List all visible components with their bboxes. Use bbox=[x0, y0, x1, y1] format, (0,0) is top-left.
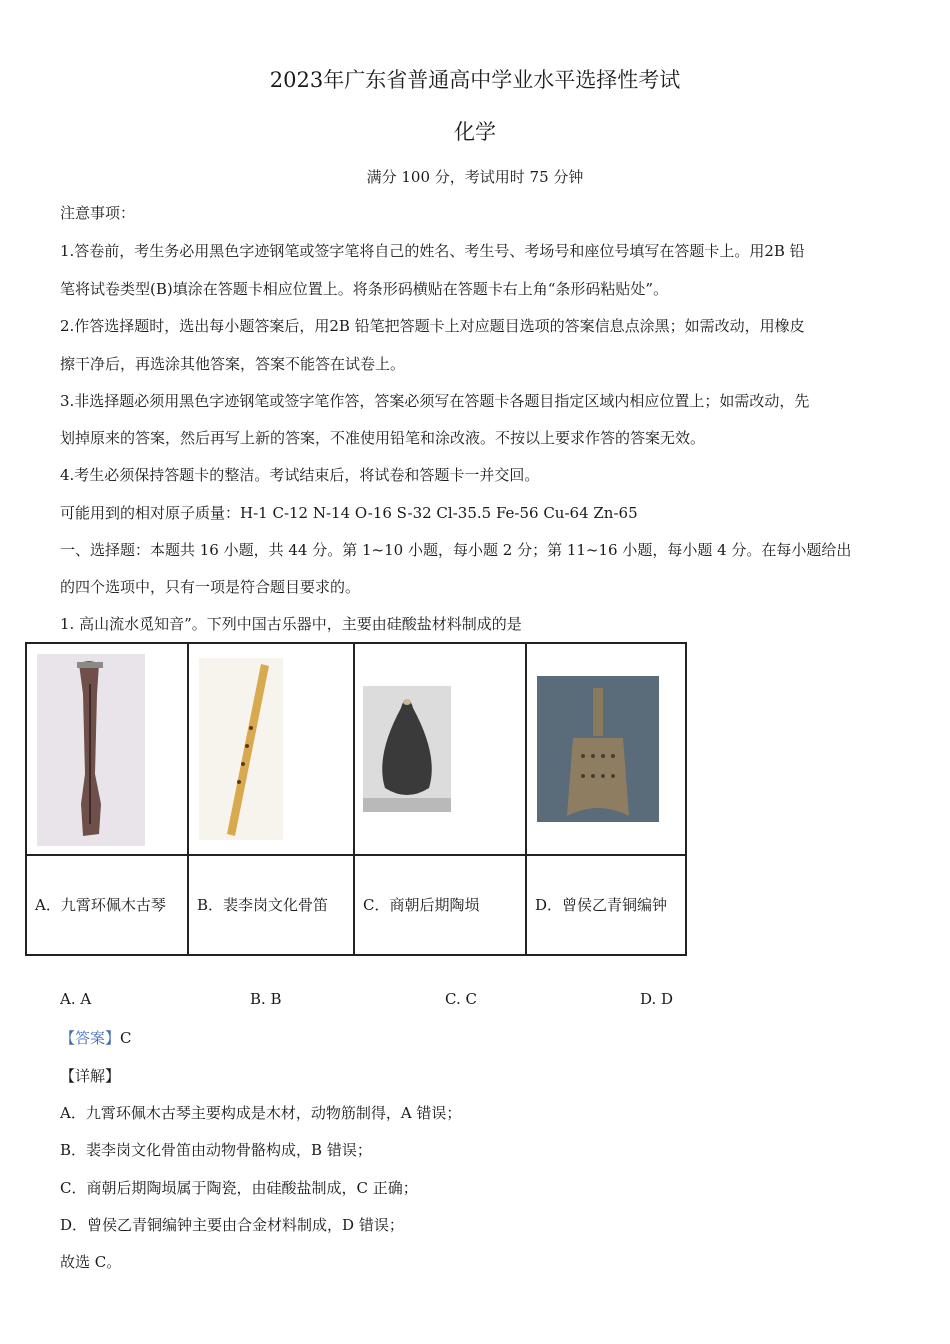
detail-line: 故选 C。 bbox=[60, 1253, 122, 1271]
label-b: B．裴李岗文化骨笛 bbox=[188, 855, 354, 955]
label-c: C．商朝后期陶埙 bbox=[354, 855, 526, 955]
bone-flute-image bbox=[199, 658, 283, 840]
cell-bone-flute bbox=[188, 643, 354, 855]
detail-heading: 【详解】 bbox=[60, 1067, 121, 1085]
question-1: 1. 高山流水觅知音”。下列中国古乐器中，主要由硅酸盐材料制成的是 bbox=[60, 615, 522, 633]
atomic-mass-line: 可能用到的相对原子质量：H-1 C-12 N-14 O-16 S-32 Cl-35.5 Fe-56 Cu-64 Zn-65 bbox=[60, 504, 638, 522]
detail-line: B．裴李岗文化骨笛由动物骨骼构成，B 错误； bbox=[60, 1141, 372, 1159]
notice-line: 擦干净后，再选涂其他答案，答案不能答在试卷上。 bbox=[60, 355, 406, 373]
option-a: A. A bbox=[60, 990, 92, 1008]
notice-line: 1.答卷前，考生务必用黑色字迹钢笔或签字笔将自己的姓名、考生号、考场号和座位号填写在答题卡上。用2B 铅 bbox=[60, 242, 805, 260]
answer-tag: 【答案】 bbox=[60, 1029, 121, 1047]
notice-line: 笔将试卷类型(B)填涂在答题卡相应位置上。将条形码横贴在答题卡右上角“条形码粘贴处”。 bbox=[60, 280, 669, 298]
label-d: D．曾侯乙青铜编钟 bbox=[526, 855, 686, 955]
subject-title: 化学 bbox=[454, 120, 496, 144]
bianzhong-image bbox=[537, 676, 659, 822]
notice-line: 3.非选择题必须用黑色字迹钢笔或签字笔作答，答案必须写在答题卡各题目指定区域内相应位置上；如需改动，先 bbox=[60, 392, 810, 410]
detail-line: D．曾侯乙青铜编钟主要由合金材料制成，D 错误； bbox=[60, 1216, 404, 1234]
guqin-image bbox=[37, 654, 145, 846]
xun-image bbox=[363, 686, 451, 812]
score-line: 满分 100 分，考试用时 75 分钟 bbox=[366, 168, 584, 186]
notice-line: 2.作答选择题时，选出每小题答案后，用2B 铅笔把答题卡上对应题目选项的答案信息点涂黑；如需改动，用橡皮 bbox=[60, 317, 805, 335]
answer-value: C bbox=[120, 1029, 132, 1047]
answer-line bbox=[60, 1028, 900, 1048]
exam-title: 2023年广东省普通高中学业水平选择性考试 bbox=[269, 68, 681, 92]
notice-line: 4.考生必须保持答题卡的整洁。考试结束后，将试卷和答题卡一并交回。 bbox=[60, 466, 540, 484]
notice-heading: 注意事项： bbox=[60, 204, 136, 222]
cell-xun bbox=[354, 643, 526, 855]
cell-bianzhong bbox=[526, 643, 686, 855]
option-b: B. B bbox=[250, 990, 282, 1008]
instrument-table bbox=[25, 642, 687, 956]
section-line: 的四个选项中，只有一项是符合题目要求的。 bbox=[60, 578, 361, 596]
detail-line: A．九霄环佩木古琴主要构成是木材，动物筋制得，A 错误； bbox=[60, 1104, 462, 1122]
notice-line: 划掉原来的答案，然后再写上新的答案，不准使用铅笔和涂改液。不按以上要求作答的答案无效。 bbox=[60, 429, 706, 447]
detail-line: C．商朝后期陶埙属于陶瓷，由硅酸盐制成，C 正确； bbox=[60, 1179, 418, 1197]
cell-guqin bbox=[26, 643, 188, 855]
option-c: C. C bbox=[445, 990, 477, 1008]
section-line: 一、选择题：本题共 16 小题，共 44 分。第 1~10 小题，每小题 2 分；第 11~16 小题，每小题 4 分。在每小题给出 bbox=[60, 541, 852, 559]
option-d: D. D bbox=[640, 990, 674, 1008]
label-a: A．九霄环佩木古琴 bbox=[26, 855, 188, 955]
